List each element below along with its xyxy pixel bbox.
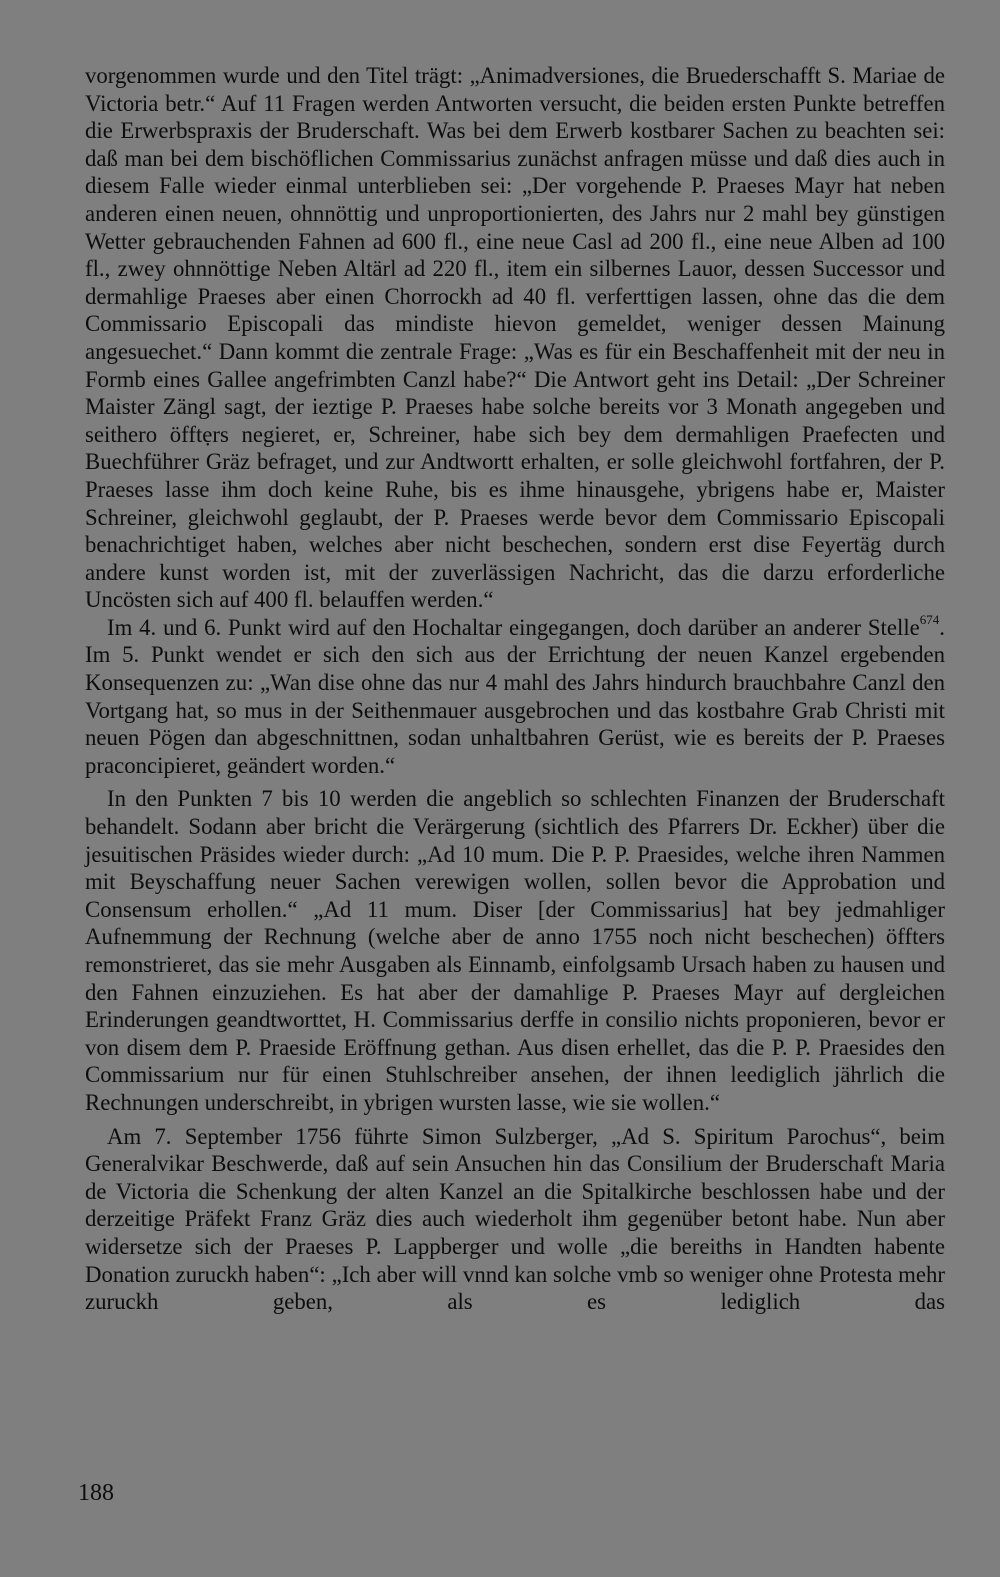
paragraph-2-text-before: Im 4. und 6. Punkt wird auf den Hochaltar eingegangen, doch darüber an anderer Stelle — [107, 614, 920, 640]
page-text-block — [85, 62, 945, 1316]
paragraph-4: Am 7. September 1756 führte Simon Sulzberger, „Ad S. Spiritum Parochus“, beim Generalvikar Beschwerde, daß auf sein Ansuchen hin das Consilium der Bruderschaft Maria de Victoria die Schenkung der alten Kanzel an die Spitalkirche beschlossen habe und der derzeitige Präfekt Franz Gräz dies auch wiederholt ihm gegenüber betont habe. Nun aber widersetze sich der Praeses P. Lappberger und wolle „die bereiths in Handten habente Donation zuruckh haben“: „Ich aber will vnnd kan solche vmb so weniger ohne Protesta mehr zuruckh geben, als es lediglich das — [85, 1123, 945, 1315]
paragraph-1: vorgenommen wurde und den Titel trägt: „Animadversiones, die Bruederschafft S. Mariae de Victoria betr.“ Auf 11 Fragen werden Antworten versucht, die beiden ersten Punkte betreffen die Erwerbspraxis der Bruderschaft. Was bei dem Erwerb kostbarer Sachen zu beachten sei: daß man bei dem bischöflichen Commissarius zunächst anfragen müsse und daß dies auch in diesem Falle wieder einmal unterblieben sei: „Der vorgehende P. Praeses Mayr hat neben anderen einen neuen, ohnnöttig und unproportionierten, des Jahrs nur 2 mahl bey günstigen Wetter gebrauchenden Fahnen ad 600 fl., eine neue Casl ad 200 fl., eine neue Alben ad 100 fl., zwey ohnnöttige Neben Altärl ad 220 fl., item ein silbernes Lauor, dessen Successor und dermahlige Praeses aber einen Chorrockh ad 40 fl. verferttigen lassen, ohne das die dem Commissario Episcopali das mindiste hievon gemeldet, weniger dessen Mainung angesuechet.“ Dann kommt die zentrale Frage: „Was es für ein Beschaffenheit mit der neu in Formb eines Gallee angefrimbten Canzl habe?“ Die Antwort geht ins Detail: „Der Schreiner Maister Zängl sagt, der ieztige P. Praeses habe solche bereits vor 3 Monath angegeben und seithero öfftẹrs negieret, er, Schreiner, habe sich bey dem dermahligen Praefecten und Buechführer Gräz befraget, und zur Andtwortt erhalten, er solle gleichwohl fortfahren, der P. Praeses lasse ihm doch keine Ruhe, bis es ihme hinausgehe, ybrigens habe er, Maister Schreiner, gleichwohl geglaubt, der P. Praeses werde bevor dem Commissario Episcopali benachrichtiget haben, welches aber nicht beschechen, sondern erst dise Feyertäg durch andere kunst worden ist, mit der zuverlässigen Nachricht, das die darzu erforderliche Uncösten sich auf 400 fl. belauffen werden.“ — [85, 63, 945, 613]
paragraph-3: In den Punkten 7 bis 10 werden die angeblich so schlechten Finanzen der Bruderschaft behandelt. Sodann aber bricht die Verärgerung (sichtlich des Pfarrers Dr. Eckher) über die jesuitischen Präsides wieder durch: „Ad 10 mum. Die P. P. Praesides, welche ihren Nammen mit Beyschaffung neuer Sachen verewigen wollen, sollen bevor die Approbation und Consensum erhollen.“ „Ad 11 mum. Diser [der Commissarius] hat bey jedmahliger Aufnemmung der Rechnung (welche aber de anno 1755 noch nicht beschechen) öffters remonstrieret, das sie mehr Ausgaben als Einnamb, einfolgsamb Ursach haben zu hausen und den Fahnen einzuziehen. Es hat aber der damahlige P. Praeses Mayr auf dergleichen Erinderungen geandtworttet, H. Commissarius derffe in consilio nichts proponieren, bevor er von disem dem P. Praeside Eröffnung gethan. Aus disen erhellet, das die P. P. Praesides den Commissarium nur für einen Stuhlschreiber ansehen, der ihnen leediglich jährlich die Rechnungen underschreibt, in ybrigen wursten lasse, wie sie wollen.“ — [85, 786, 945, 1115]
paragraph-2 — [85, 614, 945, 780]
page-number: 188 — [78, 1480, 114, 1506]
footnote-reference: 674 — [919, 612, 940, 628]
paragraph-2-text-after: . Im 5. Punkt wendet er sich den sich aus der Errichtung der neuen Kanzel ergebenden Konsequenzen zu: „Wan dise ohne das nur 4 mahl des Jahrs hindurch brauchbahre Canzl den Vortgang hat, so mus in der Seithenmauer ausgebrochen und das kostbahre Grab Christi mit neuen Pögen dan abgeschnittnen, sodan unhaltbahren Gerüst, wie es bereits der P. Praeses praconcipieret, geändert worden.“ — [85, 614, 945, 778]
